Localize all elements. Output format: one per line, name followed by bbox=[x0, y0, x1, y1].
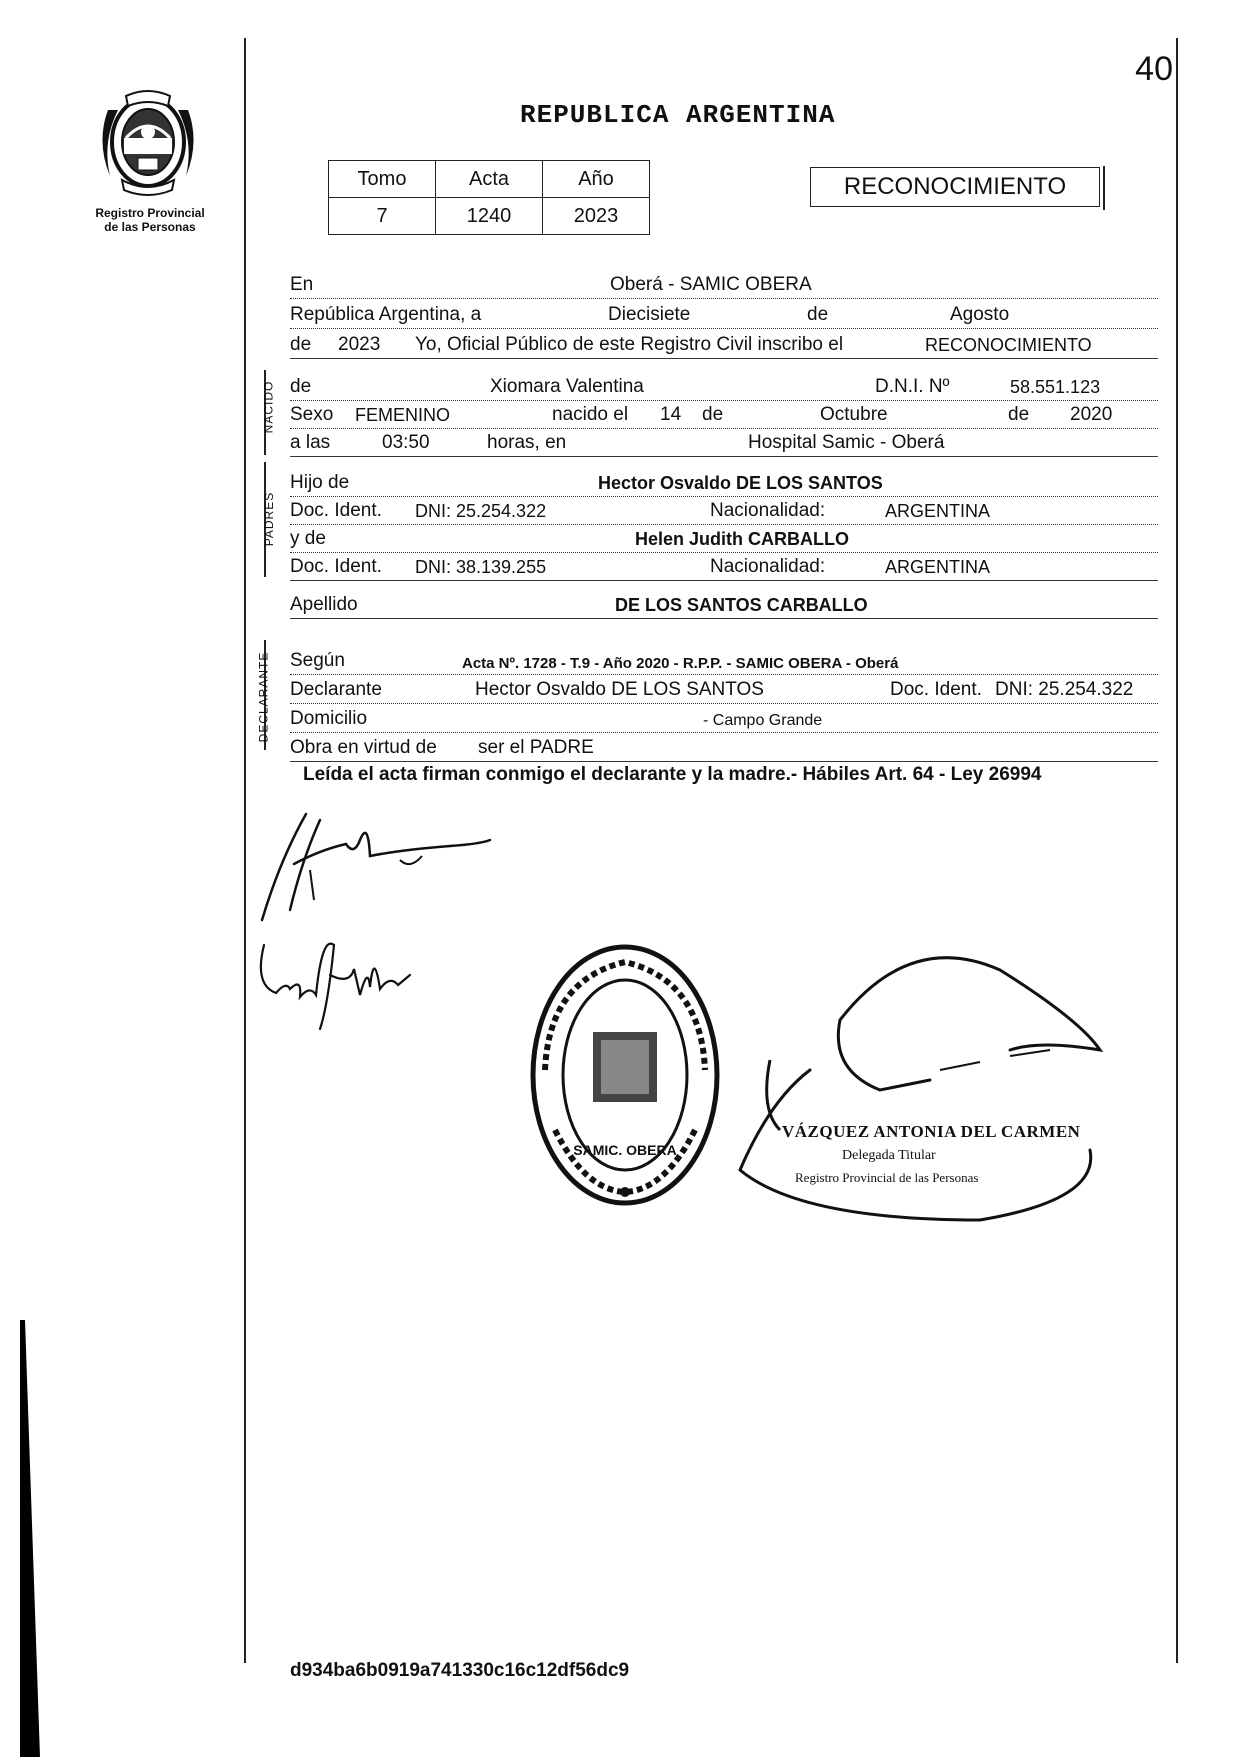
mother-name: Helen Judith CARBALLO bbox=[635, 529, 849, 549]
de-label-year: de bbox=[1008, 404, 1030, 425]
father-doc-label: Doc. Ident. bbox=[290, 500, 382, 521]
mother-doc: DNI: 38.139.255 bbox=[415, 557, 547, 577]
scan-edge-shadow bbox=[20, 1320, 40, 1757]
left-margin-line bbox=[244, 38, 246, 1663]
dni-label: D.N.I. Nº bbox=[875, 376, 950, 397]
apellido-label: Apellido bbox=[290, 594, 358, 615]
father-doc: DNI: 25.254.322 bbox=[415, 501, 547, 521]
row-date bbox=[290, 300, 1158, 329]
segun-value: Acta Nº. 1728 - T.9 - Año 2020 - R.P.P. - SAMIC OBERA - Oberá bbox=[462, 655, 899, 672]
de-label: de bbox=[807, 304, 829, 325]
table-value-anio: 2023 bbox=[543, 198, 650, 235]
birth-place: Hospital Samic - Oberá bbox=[748, 432, 945, 453]
table-header-tomo: Tomo bbox=[329, 161, 436, 198]
domicilio-label: Domicilio bbox=[290, 708, 368, 729]
mother-nationality-label: Nacionalidad: bbox=[710, 556, 826, 577]
coat-of-arms-logo bbox=[88, 80, 208, 200]
table-value-acta: 1240 bbox=[436, 198, 543, 235]
logo-caption-line2: de las Personas bbox=[104, 220, 196, 234]
row-domicilio bbox=[290, 704, 1158, 733]
country-title: REPUBLICA ARGENTINA bbox=[520, 100, 836, 130]
domicilio-value: - Campo Grande bbox=[703, 712, 823, 729]
de-label-month: de bbox=[702, 404, 724, 425]
horas-label: horas, en bbox=[487, 432, 567, 453]
stamp-official-title: Delegada Titular bbox=[842, 1148, 936, 1163]
declarante-doc-label: Doc. Ident. bbox=[890, 679, 982, 700]
de-label-name: de bbox=[290, 376, 312, 397]
madre-signature bbox=[250, 925, 450, 1035]
seal-inner-text: SAMIC. OBERA bbox=[573, 1142, 677, 1158]
act-type-box: RECONOCIMIENTO bbox=[810, 167, 1100, 207]
row-apellido bbox=[290, 590, 1158, 619]
closing-text: Leída el acta firman conmigo el declarante y la madre.- Hábiles Art. 64 - Ley 26994 bbox=[303, 764, 1042, 785]
obra-value: ser el PADRE bbox=[478, 737, 594, 758]
inscribo-text: Yo, Oficial Público de este Registro Civil inscribo el bbox=[415, 334, 844, 355]
hijo-de-label: Hijo de bbox=[290, 472, 350, 493]
page-number: 40 bbox=[1135, 50, 1173, 88]
father-nationality-label: Nacionalidad: bbox=[710, 500, 826, 521]
right-margin-line bbox=[1176, 38, 1178, 1663]
table-header-acta: Acta bbox=[436, 161, 543, 198]
birth-year: 2020 bbox=[1070, 404, 1113, 425]
sexo-value: FEMENINO bbox=[355, 405, 451, 425]
declarante-doc: DNI: 25.254.322 bbox=[995, 679, 1134, 700]
child-name: Xiomara Valentina bbox=[490, 376, 644, 397]
row-father-doc bbox=[290, 496, 1158, 525]
mother-doc-label: Doc. Ident. bbox=[290, 556, 382, 577]
row-mother-doc bbox=[290, 552, 1158, 581]
stamp-official-name: VÁZQUEZ ANTONIA DEL CARMEN bbox=[782, 1122, 1081, 1141]
declarante-name: Hector Osvaldo DE LOS SANTOS bbox=[475, 679, 764, 700]
row-nacido-time bbox=[290, 428, 1158, 457]
en-value: Oberá - SAMIC OBERA bbox=[610, 274, 812, 295]
padres-section-label: PADRES bbox=[262, 491, 277, 547]
record-table bbox=[328, 160, 650, 235]
day-value: Diecisiete bbox=[608, 304, 691, 325]
father-nationality: ARGENTINA bbox=[885, 501, 991, 521]
father-name: Hector Osvaldo DE LOS SANTOS bbox=[598, 473, 883, 493]
row-nacido-name bbox=[290, 372, 1158, 401]
declarante-signature bbox=[250, 800, 500, 930]
segun-label: Según bbox=[290, 650, 345, 671]
birth-month: Octubre bbox=[820, 404, 888, 425]
month-value: Agosto bbox=[950, 304, 1010, 325]
row-nacido-sexo bbox=[290, 400, 1158, 429]
table-value-tomo: 7 bbox=[329, 198, 436, 235]
y-de-label: y de bbox=[290, 528, 326, 549]
row-segun bbox=[290, 646, 1158, 675]
logo-caption-line1: Registro Provincial bbox=[95, 206, 205, 220]
obra-label: Obra en virtud de bbox=[290, 737, 437, 758]
row-declarante bbox=[290, 675, 1158, 704]
a-las-label: a las bbox=[290, 432, 331, 453]
row-obra bbox=[290, 733, 1158, 762]
nacido-section-label: NACIDO bbox=[261, 380, 276, 434]
row-year bbox=[290, 330, 1158, 359]
stamp-organization: Registro Provincial de las Personas bbox=[795, 1170, 979, 1185]
birth-day: 14 bbox=[660, 404, 682, 425]
year-value: 2023 bbox=[338, 334, 381, 355]
document-hash: d934ba6b0919a741330c16c12df56dc9 bbox=[290, 1660, 630, 1681]
table-header-anio: Año bbox=[543, 161, 650, 198]
child-dni: 58.551.123 bbox=[1010, 377, 1101, 397]
en-label: En bbox=[290, 274, 314, 295]
mother-nationality: ARGENTINA bbox=[885, 557, 991, 577]
apellido-value: DE LOS SANTOS CARBALLO bbox=[615, 595, 868, 615]
de-year-label: de bbox=[290, 334, 312, 355]
row-en bbox=[290, 270, 1158, 299]
inscribo-value: RECONOCIMIENTO bbox=[925, 335, 1092, 355]
logo-caption bbox=[80, 206, 220, 234]
row-father-name bbox=[290, 468, 1158, 497]
declarante-section-label: DECLARANTE bbox=[256, 651, 271, 743]
nacido-el-label: nacido el bbox=[552, 404, 629, 425]
sexo-label: Sexo bbox=[290, 404, 334, 425]
row-mother-name bbox=[290, 524, 1158, 553]
birth-time: 03:50 bbox=[382, 432, 430, 453]
declarante-label: Declarante bbox=[290, 679, 382, 700]
republica-label: República Argentina, a bbox=[290, 304, 482, 325]
